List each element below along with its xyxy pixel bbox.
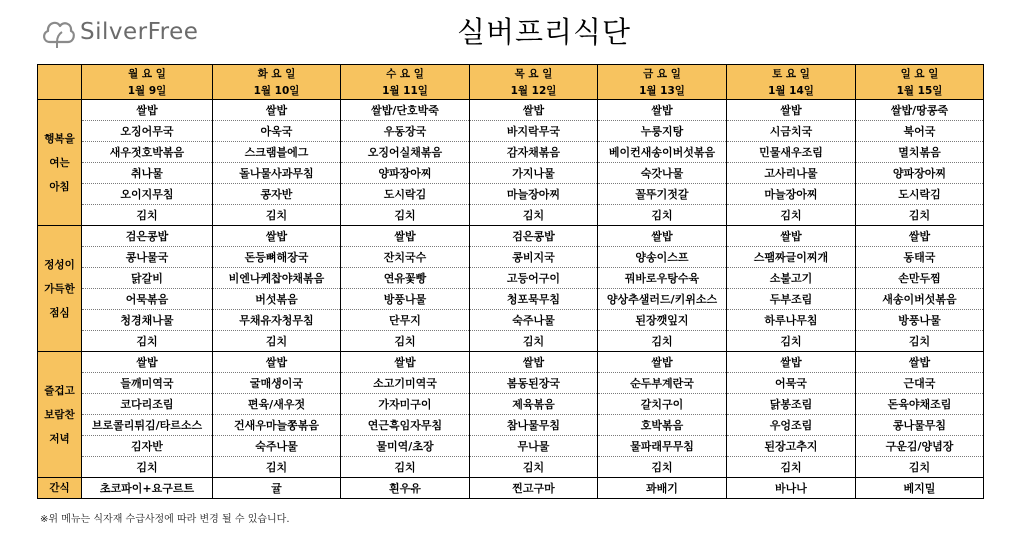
menu-cell: 고등어구이: [470, 268, 598, 289]
menu-cell: 쌀밥: [213, 226, 341, 247]
menu-cell: 쌀밥/땅콩죽: [856, 100, 984, 121]
menu-cell: 건새우마늘쫑볶음: [213, 415, 341, 436]
menu-cell: 김치: [598, 205, 727, 226]
menu-cell: 도시락김: [341, 184, 470, 205]
menu-row: [38, 100, 984, 121]
menu-cell: 쌀밥: [727, 352, 856, 373]
snack-cell: 귤: [213, 478, 341, 499]
day-name: 토 요 일: [727, 65, 856, 83]
menu-cell: 꼴뚜기젓갈: [598, 184, 727, 205]
day-date: 1월 10일: [213, 82, 341, 100]
menu-cell: 김자반: [82, 436, 213, 457]
menu-cell: 베이컨새송이버섯볶음: [598, 142, 727, 163]
menu-row: [38, 289, 984, 310]
menu-cell: 소불고기: [727, 268, 856, 289]
meal-label-line: 보람찬: [44, 408, 75, 421]
day-name: 월 요 일: [82, 65, 213, 83]
menu-cell: 북어국: [856, 121, 984, 142]
menu-cell: 어묵국: [727, 373, 856, 394]
menu-table: [37, 64, 984, 499]
menu-cell: 된장고추지: [727, 436, 856, 457]
menu-cell: 꿔바로우탕수육: [598, 268, 727, 289]
menu-cell: 돌나물사과무침: [213, 163, 341, 184]
menu-cell: 바지락무국: [470, 121, 598, 142]
menu-cell: 두부조림: [727, 289, 856, 310]
menu-row: [38, 373, 984, 394]
menu-cell: 우엉조림: [727, 415, 856, 436]
menu-cell: 김치: [856, 331, 984, 352]
menu-cell: 콩비지국: [470, 247, 598, 268]
menu-cell: 동태국: [856, 247, 984, 268]
menu-cell: 쌀밥: [856, 352, 984, 373]
meal-label-line: 저녁: [49, 432, 70, 445]
menu-cell: 들깨미역국: [82, 373, 213, 394]
menu-cell: 물파래무무침: [598, 436, 727, 457]
menu-cell: 봄동된장국: [470, 373, 598, 394]
menu-cell: 버섯볶음: [213, 289, 341, 310]
menu-cell: 새송이버섯볶음: [856, 289, 984, 310]
menu-cell: 코다리조림: [82, 394, 213, 415]
menu-cell: 쌀밥: [213, 100, 341, 121]
menu-cell: 쌀밥: [470, 352, 598, 373]
menu-cell: 쌀밥: [598, 100, 727, 121]
menu-row: [38, 352, 984, 373]
meal-label-line: 정성이: [44, 258, 75, 271]
menu-cell: 참나물무침: [470, 415, 598, 436]
meal-label-line: 가득한: [44, 282, 75, 295]
header-corner: [38, 65, 82, 100]
menu-cell: 검은콩밥: [82, 226, 213, 247]
menu-cell: 김치: [856, 457, 984, 478]
menu-cell: 도시락김: [856, 184, 984, 205]
menu-cell: 손만두찜: [856, 268, 984, 289]
menu-cell: 어묵볶음: [82, 289, 213, 310]
menu-cell: 고사리나물: [727, 163, 856, 184]
menu-cell: 돈육야채조림: [856, 394, 984, 415]
menu-cell: 김치: [213, 331, 341, 352]
menu-cell: 양파장아찌: [856, 163, 984, 184]
menu-row: [38, 226, 984, 247]
menu-row: [38, 457, 984, 478]
menu-cell: 된장깻잎지: [598, 310, 727, 331]
menu-cell: 김치: [598, 457, 727, 478]
menu-cell: 숙주나물: [470, 310, 598, 331]
menu-cell: 시금치국: [727, 121, 856, 142]
menu-cell: 김치: [82, 457, 213, 478]
menu-cell: 스팸짜글이찌개: [727, 247, 856, 268]
menu-cell: 돈등뼈해장국: [213, 247, 341, 268]
menu-cell: 쌀밥: [341, 352, 470, 373]
menu-cell: 김치: [598, 331, 727, 352]
menu-cell: 하루나무침: [727, 310, 856, 331]
menu-row: [38, 121, 984, 142]
meal-label-line: 여는: [49, 156, 70, 169]
menu-cell: 쌀밥: [856, 226, 984, 247]
menu-cell: 감자채볶음: [470, 142, 598, 163]
menu-cell: 연유꽃빵: [341, 268, 470, 289]
meal-label-breakfast: [38, 100, 82, 226]
menu-cell: 콩나물무침: [856, 415, 984, 436]
menu-cell: 김치: [82, 205, 213, 226]
menu-cell: 갈치구이: [598, 394, 727, 415]
menu-cell: 오이지무침: [82, 184, 213, 205]
menu-row: [38, 142, 984, 163]
day-name: 일 요 일: [856, 65, 984, 83]
menu-cell: 마늘장아찌: [727, 184, 856, 205]
meal-label-line: 점심: [49, 306, 70, 319]
menu-cell: 스크램블에그: [213, 142, 341, 163]
menu-cell: 마늘장아찌: [470, 184, 598, 205]
day-name: 금 요 일: [598, 65, 727, 83]
menu-cell: 비엔나케찹야채볶음: [213, 268, 341, 289]
snack-cell: 초코파이+요구르트: [82, 478, 213, 499]
menu-row: [38, 310, 984, 331]
menu-cell: 쌀밥: [727, 100, 856, 121]
menu-cell: 검은콩밥: [470, 226, 598, 247]
snack-cell: 꽈배기: [598, 478, 727, 499]
menu-cell: 김치: [82, 331, 213, 352]
menu-cell: 쌀밥: [82, 100, 213, 121]
menu-cell: 양상추샐러드/키위소스: [598, 289, 727, 310]
menu-cell: 방풍나물: [856, 310, 984, 331]
day-name: 화 요 일: [213, 65, 341, 83]
menu-cell: 콩자반: [213, 184, 341, 205]
menu-cell: 쌀밥: [727, 226, 856, 247]
menu-cell: 무나물: [470, 436, 598, 457]
meal-label-lunch: [38, 226, 82, 352]
menu-row: [38, 415, 984, 436]
menu-cell: 쌀밥: [82, 352, 213, 373]
menu-cell: 쌀밥: [598, 226, 727, 247]
menu-cell: 소고기미역국: [341, 373, 470, 394]
header-dates-row: [38, 82, 984, 100]
footnote: ※위 메뉴는 식자재 수급사정에 따라 변경 될 수 있습니다.: [40, 514, 290, 525]
menu-cell: 멸치볶음: [856, 142, 984, 163]
snack-row: [38, 478, 984, 499]
menu-cell: 아욱국: [213, 121, 341, 142]
snack-cell: 베지밀: [856, 478, 984, 499]
menu-cell: 방풍나물: [341, 289, 470, 310]
meal-label-line: 아침: [49, 180, 70, 193]
menu-cell: 김치: [727, 457, 856, 478]
menu-cell: 쌀밥: [213, 352, 341, 373]
day-date: 1월 9일: [82, 82, 213, 100]
menu-cell: 오징어무국: [82, 121, 213, 142]
menu-row: [38, 331, 984, 352]
meal-label-line: 행복을: [44, 132, 75, 145]
menu-cell: 숙갓나물: [598, 163, 727, 184]
menu-cell: 김치: [341, 457, 470, 478]
menu-cell: 김치: [470, 205, 598, 226]
menu-cell: 편육/새우젓: [213, 394, 341, 415]
meal-label-dinner: [38, 352, 82, 478]
menu-cell: 무채유자청무침: [213, 310, 341, 331]
menu-row: [38, 247, 984, 268]
menu-cell: 물미역/초장: [341, 436, 470, 457]
menu-cell: 김치: [341, 205, 470, 226]
day-date: 1월 14일: [727, 82, 856, 100]
header-days-row: [38, 65, 984, 83]
snack-cell: 찐고구마: [470, 478, 598, 499]
day-date: 1월 13일: [598, 82, 727, 100]
day-date: 1월 15일: [856, 82, 984, 100]
menu-cell: 닭갈비: [82, 268, 213, 289]
menu-cell: 김치: [213, 205, 341, 226]
snack-label: 간식: [38, 478, 82, 499]
menu-cell: 김치: [470, 457, 598, 478]
menu-cell: 콩나물국: [82, 247, 213, 268]
page-title: 실버프리식단: [456, 15, 632, 49]
menu-cell: 김치: [213, 457, 341, 478]
menu-cell: 오징어실채볶음: [341, 142, 470, 163]
menu-cell: 가지나물: [470, 163, 598, 184]
snack-cell: 흰우유: [341, 478, 470, 499]
menu-cell: 취나물: [82, 163, 213, 184]
menu-cell: 청포묵무침: [470, 289, 598, 310]
menu-cell: 근대국: [856, 373, 984, 394]
menu-cell: 구운김/양념장: [856, 436, 984, 457]
menu-cell: 쌀밥: [470, 100, 598, 121]
day-name: 수 요 일: [341, 65, 470, 83]
menu-cell: 가자미구이: [341, 394, 470, 415]
menu-cell: 청경채나물: [82, 310, 213, 331]
menu-cell: 굴매생이국: [213, 373, 341, 394]
menu-cell: 제육볶음: [470, 394, 598, 415]
menu-cell: 브로콜리튀김/타르소스: [82, 415, 213, 436]
day-date: 1월 12일: [470, 82, 598, 100]
menu-row: [38, 394, 984, 415]
menu-cell: 잔치국수: [341, 247, 470, 268]
menu-row: [38, 163, 984, 184]
menu-cell: 단무지: [341, 310, 470, 331]
menu-cell: 쌀밥/단호박죽: [341, 100, 470, 121]
menu-cell: 우동장국: [341, 121, 470, 142]
menu-cell: 양송이스프: [598, 247, 727, 268]
snack-cell: 바나나: [727, 478, 856, 499]
day-date: 1월 11일: [341, 82, 470, 100]
menu-cell: 순두부계란국: [598, 373, 727, 394]
day-name: 목 요 일: [470, 65, 598, 83]
menu-row: [38, 205, 984, 226]
menu-cell: 호박볶음: [598, 415, 727, 436]
menu-cell: 새우젓호박볶음: [82, 142, 213, 163]
menu-cell: 숙주나물: [213, 436, 341, 457]
meal-label-line: 즐겁고: [44, 384, 75, 397]
menu-cell: 양파장아찌: [341, 163, 470, 184]
menu-cell: 누룽지탕: [598, 121, 727, 142]
brand-name: SilverFree: [80, 19, 199, 45]
menu-cell: 쌀밥: [598, 352, 727, 373]
menu-row: [38, 436, 984, 457]
menu-row: [38, 268, 984, 289]
menu-cell: 쌀밥: [341, 226, 470, 247]
menu-cell: 연근흑임자무침: [341, 415, 470, 436]
menu-cell: 김치: [727, 205, 856, 226]
menu-cell: 민물새우조림: [727, 142, 856, 163]
menu-cell: 김치: [856, 205, 984, 226]
menu-cell: 김치: [341, 331, 470, 352]
menu-cell: 김치: [470, 331, 598, 352]
menu-cell: 김치: [727, 331, 856, 352]
menu-cell: 닭봉조림: [727, 394, 856, 415]
menu-row: [38, 184, 984, 205]
